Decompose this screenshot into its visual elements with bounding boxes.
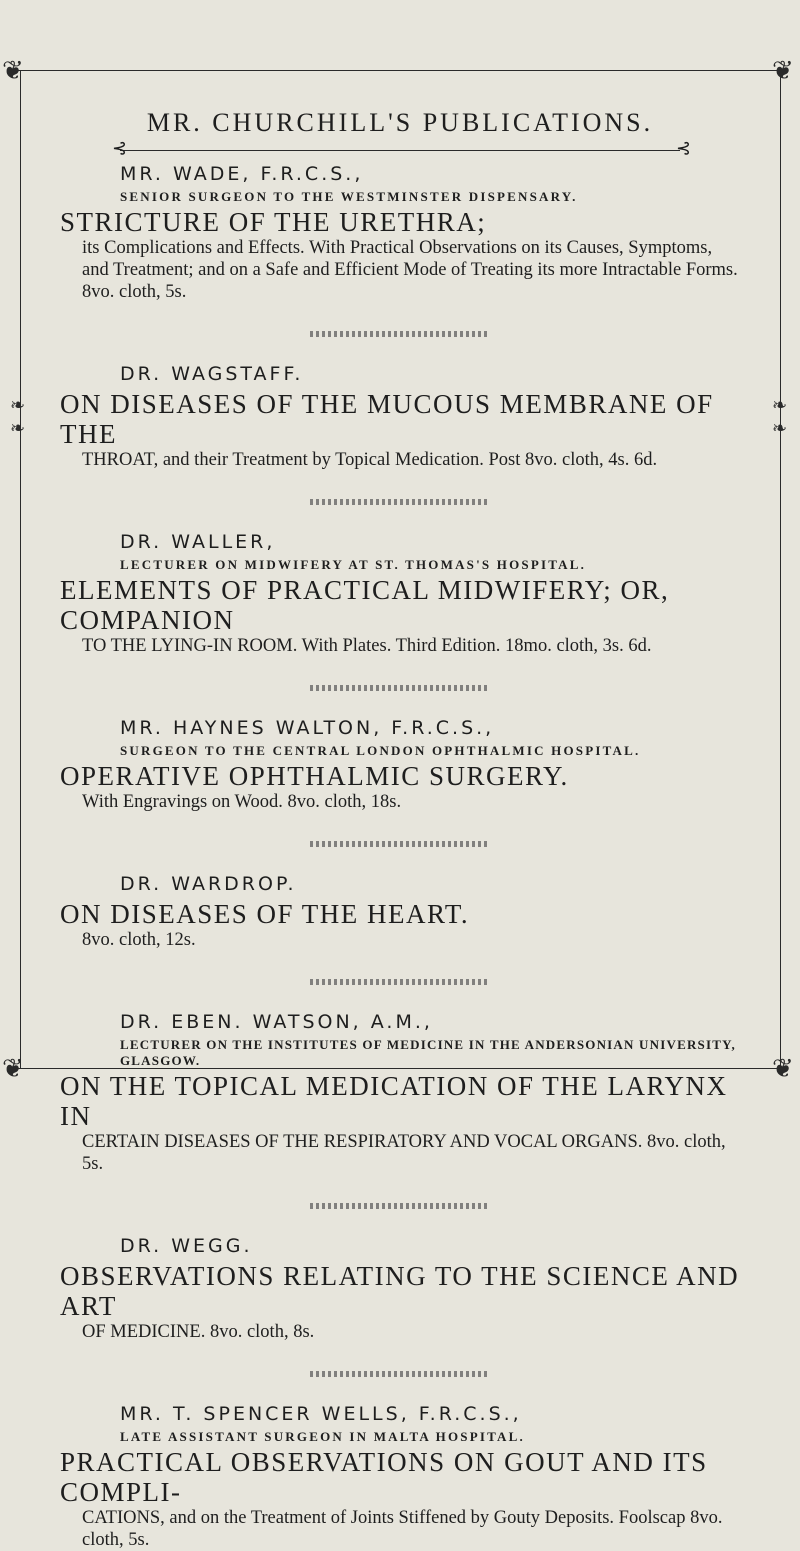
book-title: ON DISEASES OF THE HEART. bbox=[60, 899, 470, 929]
publication-entry bbox=[60, 1235, 740, 1343]
header-rule bbox=[120, 150, 680, 151]
book-description: THROAT, and their Treatment by Topical Medication. Post 8vo. cloth, 4s. 6d. bbox=[82, 450, 658, 470]
author-name: MR. T. SPENCER WELLS, F.R.C.S., bbox=[120, 1403, 522, 1425]
book-description: OF MEDICINE. 8vo. cloth, 8s. bbox=[82, 1322, 315, 1342]
author-position: SENIOR SURGEON TO THE WESTMINSTER DISPENSARY. bbox=[120, 189, 578, 204]
corner-ornament-icon: ❦ bbox=[2, 56, 24, 85]
book-title: STRICTURE OF THE URETHRA; bbox=[60, 207, 487, 237]
corner-ornament-icon: ❦ bbox=[772, 56, 794, 85]
entry-divider bbox=[310, 979, 490, 985]
book-title: ON THE TOPICAL MEDICATION OF THE LARYNX IN bbox=[60, 1071, 728, 1131]
side-ornament-icon: ❧❧ bbox=[770, 395, 790, 441]
corner-ornament-icon: ❦ bbox=[2, 1054, 24, 1083]
rule-ornament-icon: ⊰ bbox=[112, 138, 128, 158]
book-title: PRACTICAL OBSERVATIONS ON GOUT AND ITS COMPLI- bbox=[60, 1447, 708, 1507]
corner-ornament-icon: ❦ bbox=[772, 1054, 794, 1083]
entry-divider bbox=[310, 499, 490, 505]
book-description: CATIONS, and on the Treatment of Joints Stiffened by Gouty Deposits. Foolscap 8vo. cloth, 5s. bbox=[82, 1508, 723, 1550]
book-description: With Engravings on Wood. 8vo. cloth, 18s. bbox=[82, 792, 402, 812]
book-title: OPERATIVE OPHTHALMIC SURGERY. bbox=[60, 761, 569, 791]
book-description: 8vo. cloth, 12s. bbox=[82, 930, 196, 950]
entry-divider bbox=[310, 1371, 490, 1377]
book-description: TO THE LYING-IN ROOM. With Plates. Third Edition. 18mo. cloth, 3s. 6d. bbox=[82, 636, 652, 656]
author-name: DR. WALLER, bbox=[120, 531, 276, 553]
publication-entry bbox=[60, 873, 740, 951]
book-title: ON DISEASES OF THE MUCOUS MEMBRANE OF THE bbox=[60, 389, 714, 449]
author-name: MR. WADE, F.R.C.S., bbox=[120, 163, 364, 185]
side-ornament-icon: ❧❧ bbox=[8, 395, 28, 441]
publication-entry bbox=[60, 1403, 740, 1551]
author-name: DR. EBEN. WATSON, A.M., bbox=[120, 1011, 433, 1033]
top-border bbox=[18, 70, 782, 71]
publication-list bbox=[60, 163, 740, 1551]
entry-divider bbox=[310, 331, 490, 337]
author-name: DR. WAGSTAFF. bbox=[120, 363, 304, 385]
author-position: LECTURER ON THE INSTITUTES OF MEDICINE IN THE ANDERSONIAN UNIVERSITY, GLASGOW. bbox=[120, 1037, 736, 1068]
entry-divider bbox=[310, 685, 490, 691]
author-position: SURGEON TO THE CENTRAL LONDON OPHTHALMIC HOSPITAL. bbox=[120, 743, 641, 758]
publication-entry bbox=[60, 363, 740, 471]
publication-entry bbox=[60, 163, 740, 303]
page-header: MR. CHURCHILL'S PUBLICATIONS. bbox=[146, 108, 654, 137]
book-title: ELEMENTS OF PRACTICAL MIDWIFERY; OR, COMPANION bbox=[60, 575, 670, 635]
book-description: its Complications and Effects. With Practical Observations on its Causes, Symptoms, and Treatment; and on a Safe and Efficient Mode of Treating its more Intractable Forms. 8vo. cloth, 5s. bbox=[82, 238, 738, 302]
author-name: MR. HAYNES WALTON, F.R.C.S., bbox=[120, 717, 495, 739]
left-border bbox=[20, 70, 21, 1068]
book-description: CERTAIN DISEASES OF THE RESPIRATORY AND VOCAL ORGANS. 8vo. cloth, 5s. bbox=[82, 1132, 726, 1174]
publication-entry bbox=[60, 717, 740, 813]
author-position: LATE ASSISTANT SURGEON IN MALTA HOSPITAL. bbox=[120, 1429, 525, 1444]
author-name: DR. WEGG. bbox=[120, 1235, 253, 1257]
author-position: LECTURER ON MIDWIFERY AT ST. THOMAS'S HOSPITAL. bbox=[120, 557, 587, 572]
entry-divider bbox=[310, 841, 490, 847]
author-name: DR. WARDROP. bbox=[120, 873, 297, 895]
entry-divider bbox=[310, 1203, 490, 1209]
right-border bbox=[780, 70, 781, 1068]
publication-entry bbox=[60, 1011, 740, 1175]
publication-entry bbox=[60, 531, 740, 657]
book-title: OBSERVATIONS RELATING TO THE SCIENCE AND ART bbox=[60, 1261, 740, 1321]
rule-ornament-icon: ⊰ bbox=[676, 138, 692, 158]
